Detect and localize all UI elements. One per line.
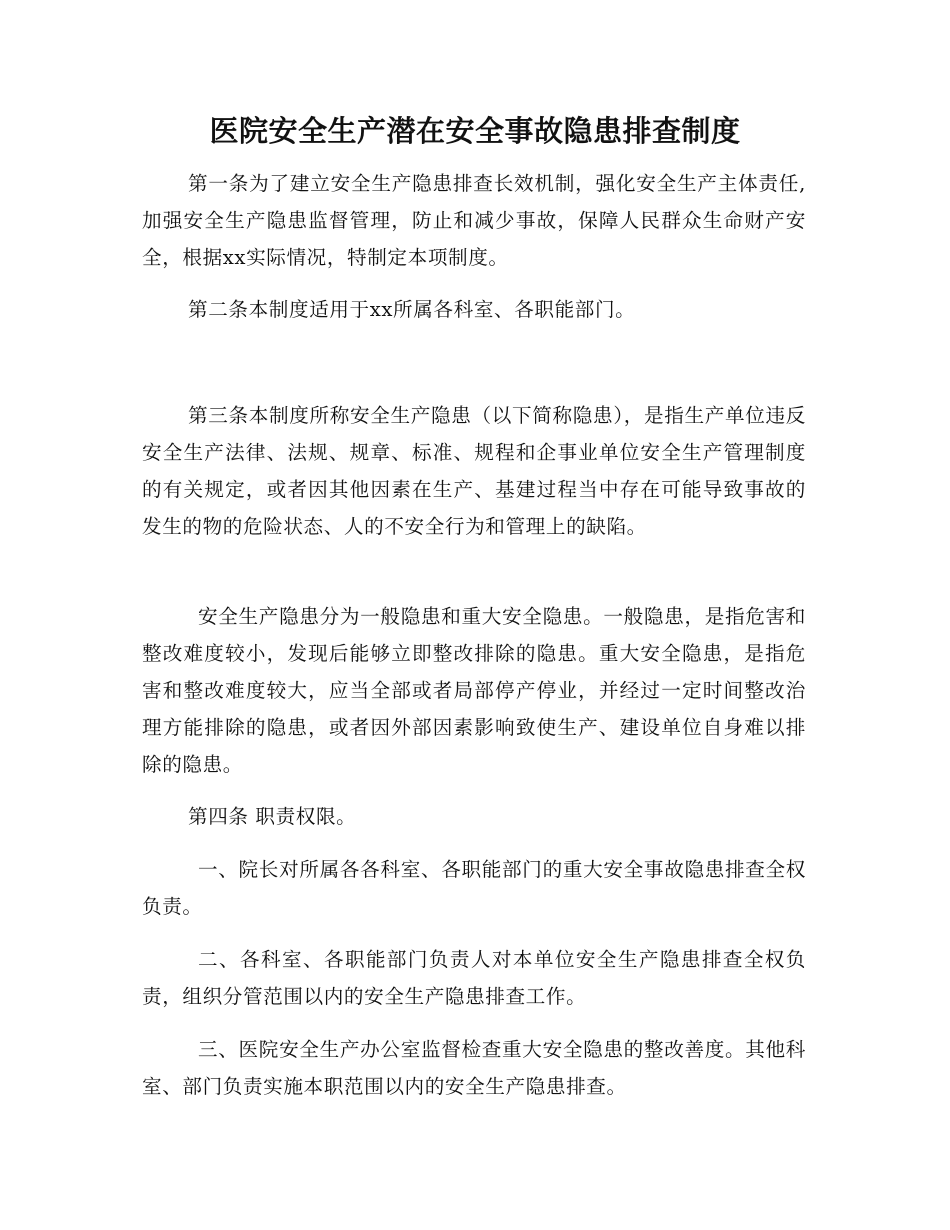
paragraph-responsibility-2: 二、各科室、各职能部门负责人对本单位安全生产隐患排查全权负责，组织分管范围以内的安全生产隐患排查工作。: [142, 948, 806, 1008]
paragraph-article-3: 第三条本制度所称安全生产隐患（以下简称隐患），是指生产单位违反安全生产法律、法规、规章、标准、规程和企事业单位安全生产管理制度的有关规定，或者因其他因素在生产、基建过程当中存在可能导致事故的发生的物的危险状态、人的不安全行为和管理上的缺陷。: [142, 404, 806, 538]
paragraph-responsibility-3: 三、医院安全生产办公室监督检查重大安全隐患的整改善度。其他科室、部门负责实施本职范围以内的安全生产隐患排查。: [142, 1038, 806, 1098]
paragraph-responsibility-1: 一、院长对所属各各科室、各职能部门的重大安全事故隐患排查全权负责。: [142, 858, 806, 918]
paragraph-article-2: 第二条本制度适用于xx所属各科室、各职能部门。: [188, 298, 636, 321]
paragraph-hazard-classification: 安全生产隐患分为一般隐患和重大安全隐患。一般隐患，是指危害和整改难度较小，发现后能够立即整改排除的隐患。重大安全隐患，是指危害和整改难度较大，应当全部或者局部停产停业，并经过一定时间整改治理方能排除的隐患，或者因外部因素影响致使生产、建设单位自身难以排除的隐患。: [142, 605, 806, 776]
paragraph-article-1: 第一条为了建立安全生产隐患排查长效机制，强化安全生产主体责任,加强安全生产隐患监督管理，防止和减少事故，保障人民群众生命财产安全，根据xx实际情况，特制定本项制度。: [142, 172, 806, 269]
paragraph-article-4-heading: 第四条 职责权限。: [188, 805, 357, 828]
document-title: 医院安全生产潜在安全事故隐患排查制度: [209, 114, 741, 148]
